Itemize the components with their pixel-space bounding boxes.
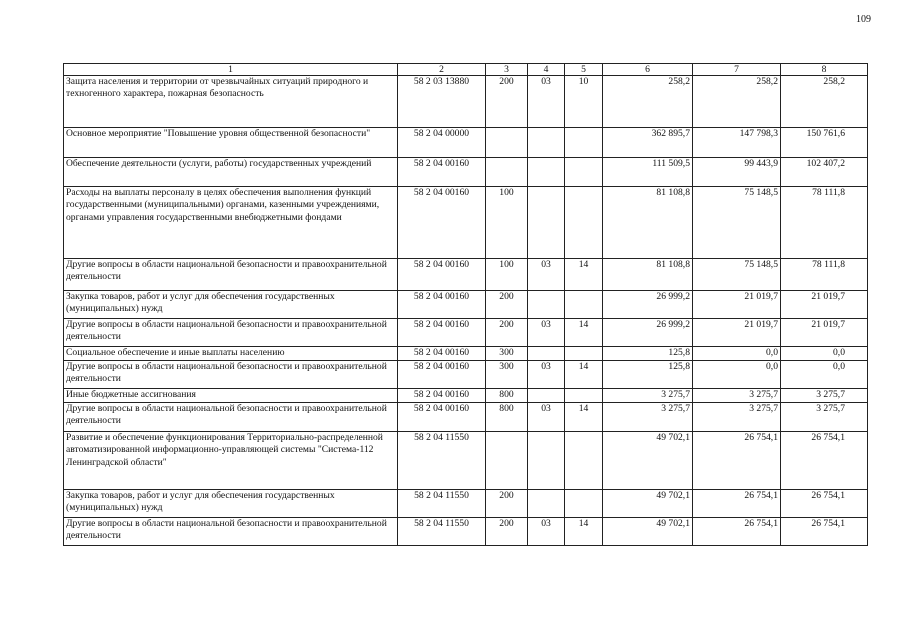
row-value-6: 26 999,2 [603, 319, 693, 347]
row-code: 58 2 04 00160 [398, 403, 486, 432]
row-value-8: 78 111,8 [781, 259, 868, 291]
row-name: Основное мероприятие "Повышение уровня общественной безопасности" [64, 128, 398, 158]
row-value-6: 81 108,8 [603, 259, 693, 291]
row-col5 [565, 347, 603, 361]
row-col4 [528, 432, 565, 490]
row-code: 58 2 04 00000 [398, 128, 486, 158]
row-name: Закупка товаров, работ и услуг для обеспечения государственных (муниципальных) нужд [64, 291, 398, 319]
row-code: 58 2 04 00160 [398, 389, 486, 403]
header-cell: 8 [781, 64, 868, 76]
row-col3: 800 [486, 403, 528, 432]
row-value-6: 49 702,1 [603, 518, 693, 546]
header-cell: 6 [603, 64, 693, 76]
table-row [64, 187, 868, 259]
row-value-7: 21 019,7 [693, 291, 781, 319]
row-code: 58 2 04 00160 [398, 319, 486, 347]
row-value-7: 75 148,5 [693, 187, 781, 259]
table-row [64, 361, 868, 389]
row-col4 [528, 291, 565, 319]
row-value-6: 3 275,7 [603, 389, 693, 403]
row-value-6: 111 509,5 [603, 158, 693, 187]
row-col4: 03 [528, 259, 565, 291]
row-value-6: 26 999,2 [603, 291, 693, 319]
row-code: 58 2 03 13880 [398, 76, 486, 128]
table-row [64, 319, 868, 347]
row-name: Развитие и обеспечение функционирования Территориально-распределенной автоматизированной информационно-управляющей системы "Система-112 Ленинградской области" [64, 432, 398, 490]
row-value-6: 125,8 [603, 361, 693, 389]
table-row [64, 490, 868, 518]
row-value-8: 21 019,7 [781, 291, 868, 319]
row-col5 [565, 490, 603, 518]
header-cell: 4 [528, 64, 565, 76]
row-col5 [565, 389, 603, 403]
row-col3 [486, 432, 528, 490]
row-value-8: 0,0 [781, 347, 868, 361]
row-name: Иные бюджетные ассигнования [64, 389, 398, 403]
row-col3: 100 [486, 187, 528, 259]
row-value-7: 3 275,7 [693, 389, 781, 403]
row-value-6: 49 702,1 [603, 432, 693, 490]
row-value-8: 3 275,7 [781, 403, 868, 432]
row-col5: 14 [565, 518, 603, 546]
row-code: 58 2 04 00160 [398, 291, 486, 319]
header-cell: 3 [486, 64, 528, 76]
row-code: 58 2 04 00160 [398, 259, 486, 291]
table-row [64, 259, 868, 291]
row-col5 [565, 128, 603, 158]
row-value-7: 99 443,9 [693, 158, 781, 187]
row-col5: 14 [565, 319, 603, 347]
row-code: 58 2 04 11550 [398, 518, 486, 546]
row-value-8: 258,2 [781, 76, 868, 128]
row-col3: 200 [486, 490, 528, 518]
row-col5 [565, 187, 603, 259]
row-col3 [486, 158, 528, 187]
row-value-8: 26 754,1 [781, 518, 868, 546]
row-col4 [528, 389, 565, 403]
row-col4: 03 [528, 403, 565, 432]
row-name: Социальное обеспечение и иные выплаты населению [64, 347, 398, 361]
row-code: 58 2 04 00160 [398, 158, 486, 187]
row-value-8: 102 407,2 [781, 158, 868, 187]
row-value-6: 125,8 [603, 347, 693, 361]
row-col3: 200 [486, 518, 528, 546]
row-value-7: 75 148,5 [693, 259, 781, 291]
row-value-7: 21 019,7 [693, 319, 781, 347]
row-value-7: 26 754,1 [693, 432, 781, 490]
row-value-6: 81 108,8 [603, 187, 693, 259]
row-name: Другие вопросы в области национальной безопасности и правоохранительной деятельности [64, 361, 398, 389]
row-value-8: 150 761,6 [781, 128, 868, 158]
row-value-8: 78 111,8 [781, 187, 868, 259]
row-col3: 200 [486, 319, 528, 347]
table-row [64, 403, 868, 432]
row-col3 [486, 128, 528, 158]
row-value-6: 49 702,1 [603, 490, 693, 518]
header-cell: 2 [398, 64, 486, 76]
table-header-row [64, 64, 868, 76]
row-code: 58 2 04 00160 [398, 187, 486, 259]
row-value-8: 21 019,7 [781, 319, 868, 347]
row-value-8: 3 275,7 [781, 389, 868, 403]
table-row [64, 76, 868, 128]
row-col5 [565, 291, 603, 319]
row-col3: 100 [486, 259, 528, 291]
table-row [64, 432, 868, 490]
row-value-7: 0,0 [693, 347, 781, 361]
row-value-7: 0,0 [693, 361, 781, 389]
row-value-8: 26 754,1 [781, 490, 868, 518]
row-value-7: 26 754,1 [693, 490, 781, 518]
row-name: Другие вопросы в области национальной безопасности и правоохранительной деятельности [64, 518, 398, 546]
row-value-7: 26 754,1 [693, 518, 781, 546]
row-col3: 200 [486, 76, 528, 128]
header-cell: 7 [693, 64, 781, 76]
row-col5: 14 [565, 361, 603, 389]
row-value-6: 362 895,7 [603, 128, 693, 158]
row-col4 [528, 490, 565, 518]
row-value-7: 3 275,7 [693, 403, 781, 432]
row-col5 [565, 432, 603, 490]
header-cell: 5 [565, 64, 603, 76]
row-col5: 14 [565, 403, 603, 432]
row-name: Другие вопросы в области национальной безопасности и правоохранительной деятельности [64, 319, 398, 347]
row-value-8: 26 754,1 [781, 432, 868, 490]
row-col4 [528, 187, 565, 259]
table-row [64, 347, 868, 361]
row-name: Другие вопросы в области национальной безопасности и правоохранительной деятельности [64, 259, 398, 291]
row-col4: 03 [528, 76, 565, 128]
row-name: Закупка товаров, работ и услуг для обеспечения государственных (муниципальных) нужд [64, 490, 398, 518]
row-value-7: 147 798,3 [693, 128, 781, 158]
budget-table [63, 63, 868, 546]
row-col3: 300 [486, 347, 528, 361]
table-row [64, 158, 868, 187]
page-number: 109 [856, 14, 871, 25]
row-col5: 14 [565, 259, 603, 291]
row-code: 58 2 04 00160 [398, 347, 486, 361]
row-col4: 03 [528, 319, 565, 347]
row-col4 [528, 347, 565, 361]
row-value-6: 258,2 [603, 76, 693, 128]
row-col3: 800 [486, 389, 528, 403]
row-value-6: 3 275,7 [603, 403, 693, 432]
table-row [64, 518, 868, 546]
row-name: Защита населения и территории от чрезвычайных ситуаций природного и техногенного характера, пожарная безопасность [64, 76, 398, 128]
row-col4: 03 [528, 361, 565, 389]
row-col5: 10 [565, 76, 603, 128]
header-cell: 1 [64, 64, 398, 76]
row-col5 [565, 158, 603, 187]
row-col3: 300 [486, 361, 528, 389]
row-code: 58 2 04 11550 [398, 432, 486, 490]
row-name: Расходы на выплаты персоналу в целях обеспечения выполнения функций государственными (муниципальными) органами, казенными учреждениями, органами управления государственными внебюджетными фондами [64, 187, 398, 259]
row-name: Другие вопросы в области национальной безопасности и правоохранительной деятельности [64, 403, 398, 432]
row-code: 58 2 04 11550 [398, 490, 486, 518]
row-name: Обеспечение деятельности (услуги, работы) государственных учреждений [64, 158, 398, 187]
row-value-8: 0,0 [781, 361, 868, 389]
row-col4 [528, 158, 565, 187]
table-row [64, 291, 868, 319]
table-row [64, 128, 868, 158]
row-code: 58 2 04 00160 [398, 361, 486, 389]
row-value-7: 258,2 [693, 76, 781, 128]
row-col4: 03 [528, 518, 565, 546]
row-col4 [528, 128, 565, 158]
table-row [64, 389, 868, 403]
row-col3: 200 [486, 291, 528, 319]
